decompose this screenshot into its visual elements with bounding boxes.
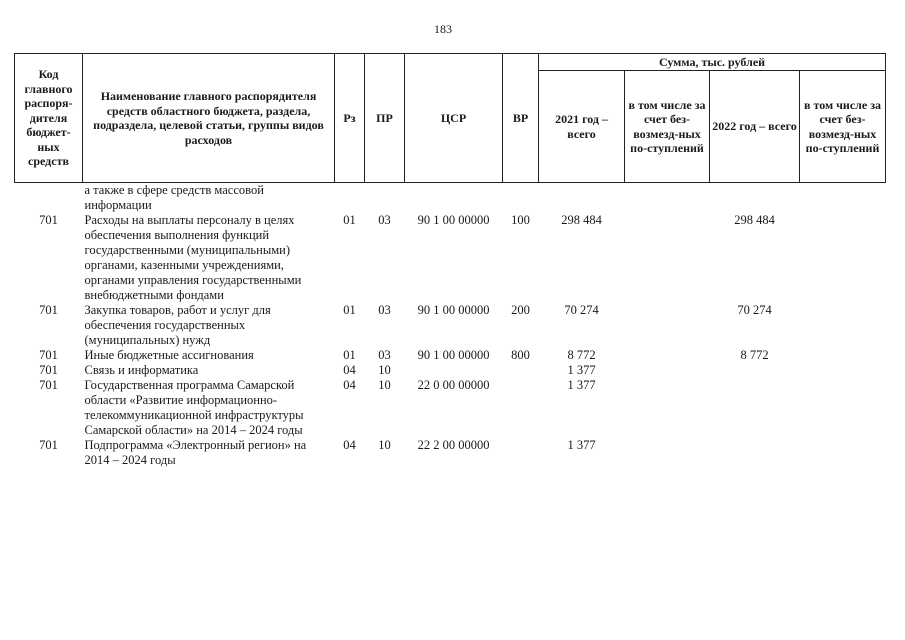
cell-vr xyxy=(503,378,539,438)
cell-sum-2022: 298 484 xyxy=(734,213,775,227)
header-code: Код главного распоря-дителя бюджет-ных средств xyxy=(15,54,83,183)
cell-sum-2022 xyxy=(710,183,800,214)
cell-sum-2021-free xyxy=(625,348,710,363)
cell-sum-2022-free xyxy=(800,363,886,378)
cell-name: Иные бюджетные ассигнования xyxy=(84,348,254,362)
table-row xyxy=(15,183,886,214)
cell-sum-2022-free xyxy=(800,348,886,363)
cell-csr: 22 0 00 00000 xyxy=(417,378,490,392)
cell-code: 701 xyxy=(39,363,58,377)
cell-sum-2022-free xyxy=(800,183,886,214)
cell-sum-2022: 8 772 xyxy=(740,348,769,362)
cell-pr: 10 xyxy=(378,363,391,377)
cell-pr xyxy=(365,183,405,214)
cell-sum-2021-free xyxy=(625,363,710,378)
header-rz: Рз xyxy=(335,54,365,183)
cell-pr: 10 xyxy=(378,438,391,452)
cell-code: 701 xyxy=(39,213,58,227)
header-name: Наименование главного распорядителя средств областного бюджета, раздела, подраздела, целевой статьи, группы видов расходов xyxy=(83,54,335,183)
cell-vr xyxy=(503,438,539,468)
header-sum-group: Сумма, тыс. рублей xyxy=(539,54,886,71)
page-number: 183 xyxy=(434,22,452,36)
table-row xyxy=(15,438,886,468)
cell-sum-2022: 70 274 xyxy=(737,303,772,317)
cell-vr xyxy=(503,363,539,378)
header-pr: ПР xyxy=(365,54,405,183)
cell-rz: 01 xyxy=(343,348,356,362)
cell-rz: 04 xyxy=(343,438,356,452)
header-csr: ЦСР xyxy=(405,54,503,183)
table-row xyxy=(15,363,886,378)
header-sum-2022: 2022 год – всего xyxy=(710,71,800,183)
cell-csr: 90 1 00 00000 xyxy=(417,348,490,362)
cell-sum-2021: 1 377 xyxy=(567,363,596,377)
table-row xyxy=(15,303,886,348)
cell-sum-2021: 70 274 xyxy=(564,303,599,317)
cell-code: 701 xyxy=(39,303,58,317)
cell-sum-2022 xyxy=(710,363,800,378)
cell-sum-2021: 298 484 xyxy=(561,213,602,227)
cell-rz: 01 xyxy=(343,213,356,227)
cell-name: а также в сфере средств массовой информации xyxy=(84,183,264,212)
cell-pr: 10 xyxy=(378,378,391,392)
cell-sum-2021-free xyxy=(625,378,710,438)
cell-code: 701 xyxy=(39,438,58,452)
cell-sum-2022 xyxy=(710,438,800,468)
table-row xyxy=(15,213,886,303)
cell-pr: 03 xyxy=(378,303,391,317)
header-sum-2022-free: в том числе за счет без-возмезд-ных по-ступлений xyxy=(800,71,886,183)
cell-csr: 90 1 00 00000 xyxy=(417,213,490,227)
cell-sum-2022-free xyxy=(800,438,886,468)
cell-rz: 01 xyxy=(343,303,356,317)
cell-rz: 04 xyxy=(343,363,356,377)
cell-csr: 90 1 00 00000 xyxy=(417,303,490,317)
cell-name: Закупка товаров, работ и услуг для обеспечения государственных (муниципальных) нужд xyxy=(84,303,271,347)
header-sum-2021-free: в том числе за счет без-возмезд-ных по-ступлений xyxy=(625,71,710,183)
cell-name: Расходы на выплаты персоналу в целях обеспечения выполнения функций государственными (муниципальными) органами, казенными учреждениями, органами управления государственными внебюджетными фондами xyxy=(84,213,302,302)
cell-sum-2021: 8 772 xyxy=(567,348,596,362)
header-sum-2021: 2021 год – всего xyxy=(539,71,625,183)
cell-sum-2021: 1 377 xyxy=(567,438,596,452)
header-vr: ВР xyxy=(503,54,539,183)
cell-name: Государственная программа Самарской области «Развитие информационно-телекоммуникационной инфраструктуры Самарской области» на 2014 – 2024 годы xyxy=(84,378,304,437)
cell-vr: 800 xyxy=(511,348,530,362)
cell-sum-2021: 1 377 xyxy=(567,378,596,392)
cell-name: Подпрограмма «Электронный регион» на 2014 – 2024 годы xyxy=(84,438,307,467)
cell-vr: 100 xyxy=(511,213,530,227)
cell-pr: 03 xyxy=(378,213,391,227)
cell-sum-2022-free xyxy=(800,378,886,438)
cell-sum-2021-free xyxy=(625,303,710,348)
cell-code: 701 xyxy=(39,378,58,392)
table-body xyxy=(15,183,886,469)
cell-code xyxy=(15,183,83,214)
cell-sum-2022 xyxy=(710,378,800,438)
cell-sum-2021-free xyxy=(625,213,710,303)
cell-pr: 03 xyxy=(378,348,391,362)
cell-sum-2021-free xyxy=(625,183,710,214)
table-header xyxy=(15,54,886,183)
budget-table xyxy=(14,53,886,468)
cell-rz xyxy=(335,183,365,214)
cell-csr: 22 2 00 00000 xyxy=(417,438,490,452)
cell-rz: 04 xyxy=(343,378,356,392)
cell-sum-2021-free xyxy=(625,438,710,468)
cell-sum-2022-free xyxy=(800,213,886,303)
cell-name: Связь и информатика xyxy=(84,363,199,377)
table-row xyxy=(15,348,886,363)
cell-vr xyxy=(503,183,539,214)
table-row xyxy=(15,378,886,438)
cell-vr: 200 xyxy=(511,303,530,317)
cell-sum-2022-free xyxy=(800,303,886,348)
cell-csr xyxy=(405,183,503,214)
cell-code: 701 xyxy=(39,348,58,362)
cell-sum-2021 xyxy=(539,183,625,214)
cell-csr xyxy=(405,363,503,378)
